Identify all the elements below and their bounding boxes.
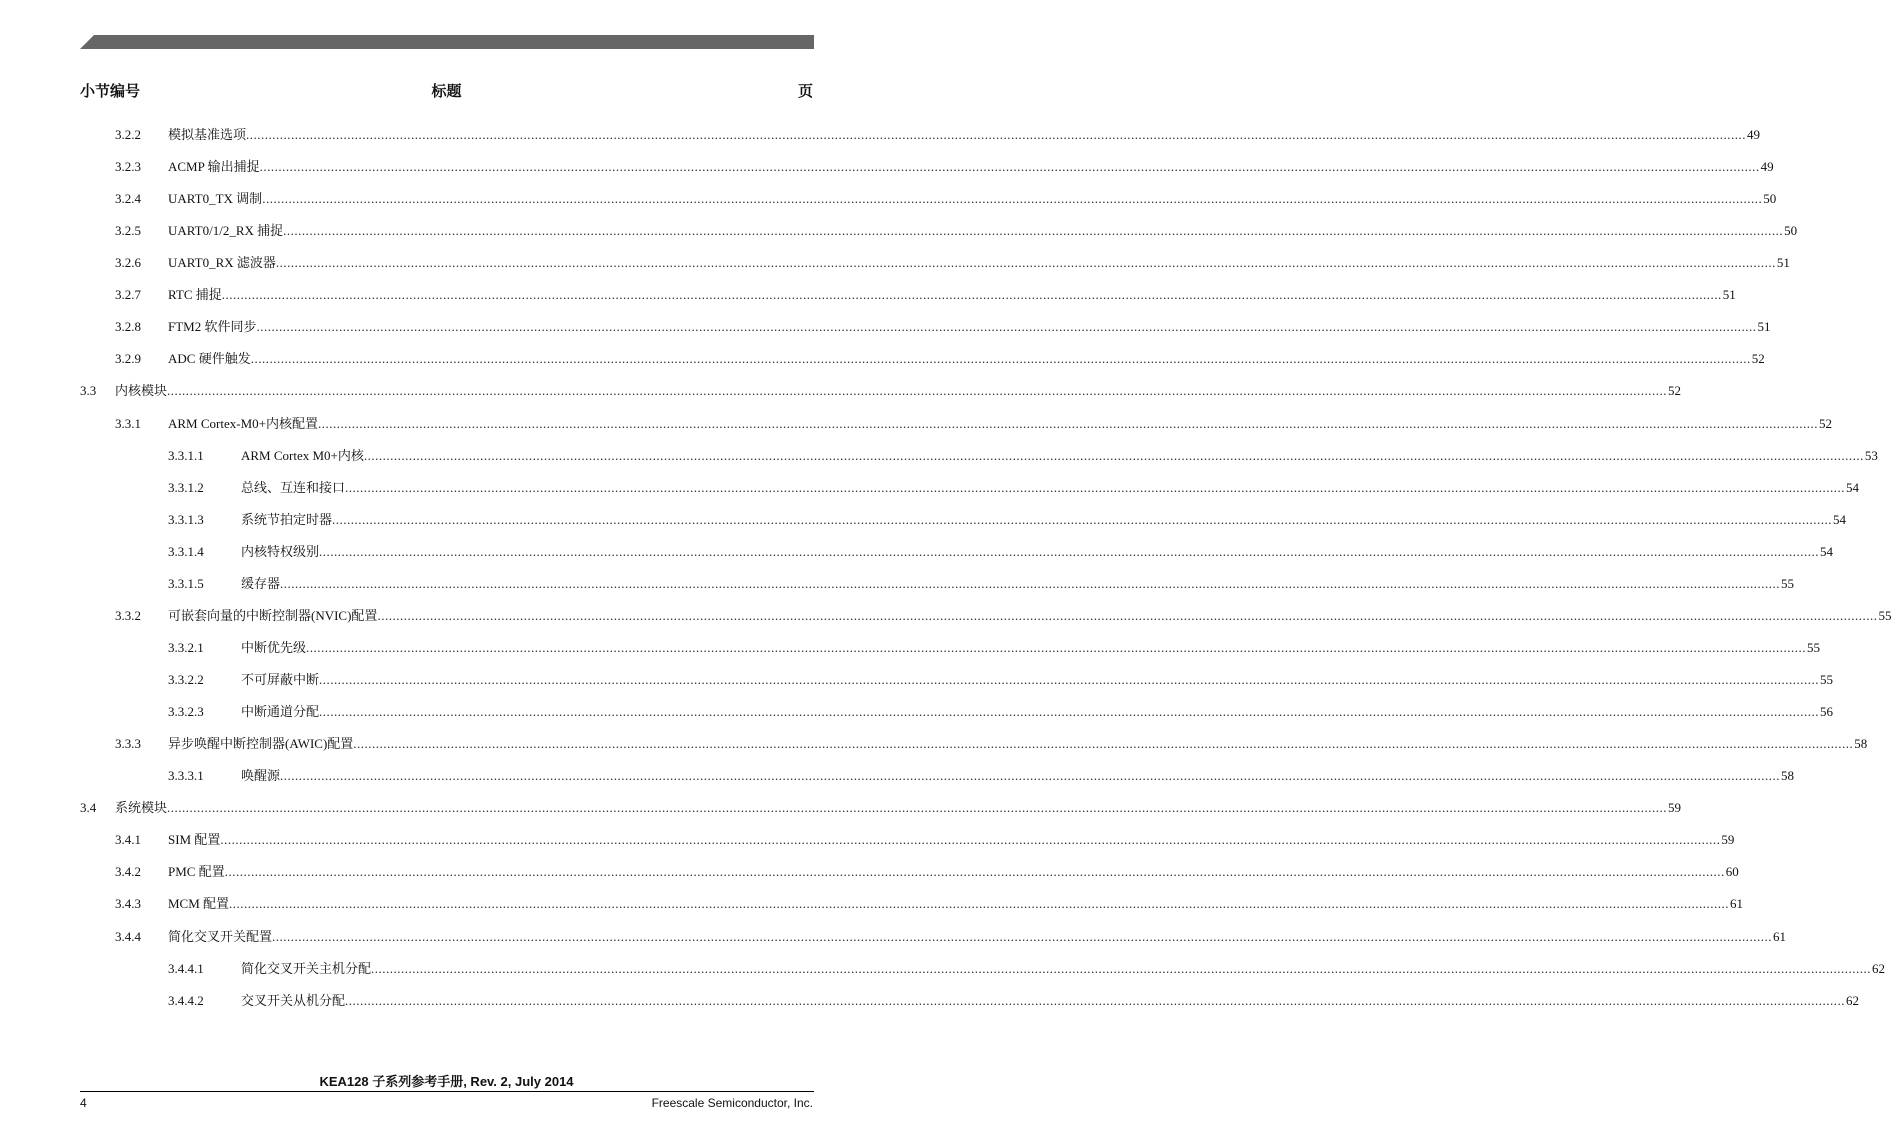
toc-entry-page[interactable]: 50 bbox=[1763, 191, 1777, 207]
toc-entry[interactable] bbox=[0, 222, 1798, 240]
toc-entry[interactable] bbox=[0, 543, 1834, 561]
toc-entry[interactable] bbox=[0, 607, 1891, 625]
toc-entry[interactable] bbox=[0, 479, 1860, 497]
toc-dot-leader: ................................................................................................................................................................................................................................................................................................................................................................................................................ bbox=[332, 511, 1833, 527]
toc-dot-leader: ................................................................................................................................................................................................................................................................................................................................................................................................................ bbox=[256, 319, 1757, 335]
toc-entry-page[interactable]: 51 bbox=[1776, 255, 1790, 271]
toc-entry-title[interactable]: 异步唤醒中断控制器(AWIC)配置 bbox=[168, 736, 354, 752]
toc-dot-leader: ................................................................................................................................................................................................................................................................................................................................................................................................................ bbox=[319, 543, 1820, 559]
toc-dot-leader: ................................................................................................................................................................................................................................................................................................................................................................................................................ bbox=[345, 992, 1846, 1008]
toc-entry[interactable] bbox=[0, 799, 1682, 817]
top-banner-bar bbox=[80, 35, 814, 49]
toc-entry-page[interactable]: 54 bbox=[1846, 479, 1860, 495]
toc-entry-number: 3.2.7 bbox=[115, 287, 141, 303]
toc-entry-title[interactable]: UART0/1/2_RX 捕捉 bbox=[168, 223, 284, 239]
toc-entry-page[interactable]: 49 bbox=[1747, 127, 1761, 142]
toc-entry-page[interactable]: 51 bbox=[1757, 319, 1771, 335]
page-column-header: 页 bbox=[797, 82, 813, 100]
toc-entry-title[interactable]: ADC 硬件触发 bbox=[168, 351, 251, 367]
toc-entry[interactable] bbox=[0, 928, 1787, 946]
toc-entry-number: 3.2.9 bbox=[115, 351, 141, 367]
toc-entry-page[interactable]: 54 bbox=[1820, 543, 1834, 559]
toc-entry-page[interactable]: 61 bbox=[1773, 928, 1787, 944]
toc-entry-page[interactable]: 62 bbox=[1846, 992, 1860, 1008]
toc-entry[interactable] bbox=[0, 575, 1795, 593]
toc-entry-page[interactable]: 53 bbox=[1864, 447, 1878, 463]
toc-entry-title[interactable]: 中断优先级 bbox=[241, 639, 307, 655]
toc-dot-leader: ................................................................................................................................................................................................................................................................................................................................................................................................................ bbox=[345, 479, 1846, 495]
toc-entry[interactable] bbox=[0, 254, 1790, 272]
toc-dot-leader: ................................................................................................................................................................................................................................................................................................................................................................................................................ bbox=[317, 415, 1818, 431]
top-banner-shape bbox=[80, 35, 814, 49]
toc-entry-title[interactable]: 系统模块 bbox=[115, 800, 168, 816]
toc-entry-number: 3.4.4 bbox=[115, 928, 141, 944]
toc-entry-number: 3.2.4 bbox=[115, 191, 141, 207]
toc-entry-number: 3.2.2 bbox=[115, 127, 141, 142]
toc-entry-number: 3.3.1 bbox=[115, 415, 141, 431]
toc-entry-number: 3.3.1.1 bbox=[168, 447, 204, 463]
toc-entry[interactable] bbox=[0, 703, 1834, 721]
toc-entry-number: 3.3.2 bbox=[115, 607, 141, 623]
toc-entry-page[interactable]: 59 bbox=[1668, 800, 1682, 816]
toc-entry-page[interactable]: 50 bbox=[1784, 223, 1798, 239]
toc-entry-page[interactable]: 61 bbox=[1730, 896, 1744, 912]
toc-entry-number: 3.2.8 bbox=[115, 319, 141, 335]
toc-entry[interactable] bbox=[0, 126, 1761, 144]
toc-dot-leader: ................................................................................................................................................................................................................................................................................................................................................................................................................ bbox=[280, 575, 1781, 591]
toc-entry-title[interactable]: 内核模块 bbox=[115, 383, 168, 399]
footer-divider bbox=[80, 1091, 814, 1092]
toc-entry-title[interactable]: 不可屏蔽中断 bbox=[241, 672, 320, 688]
toc-dot-leader: ................................................................................................................................................................................................................................................................................................................................................................................................................ bbox=[283, 223, 1784, 239]
toc-entry-title[interactable]: ARM Cortex-M0+内核配置 bbox=[168, 415, 318, 431]
toc-entry-title[interactable]: ARM Cortex M0+内核 bbox=[241, 447, 364, 463]
toc-entry-page[interactable]: 62 bbox=[1872, 960, 1886, 976]
toc-entry[interactable] bbox=[0, 735, 1868, 753]
toc-entry-page[interactable]: 60 bbox=[1725, 864, 1739, 880]
toc-dot-leader: ................................................................................................................................................................................................................................................................................................................................................................................................................ bbox=[280, 768, 1781, 784]
toc-entry-page[interactable]: 51 bbox=[1722, 287, 1736, 303]
toc-entry-page[interactable]: 52 bbox=[1818, 415, 1832, 431]
toc-dot-leader: ................................................................................................................................................................................................................................................................................................................................................................................................................ bbox=[319, 672, 1820, 688]
toc-entry-title[interactable]: ACMP 输出捕捉 bbox=[168, 159, 260, 175]
toc-dot-leader: ................................................................................................................................................................................................................................................................................................................................................................................................................ bbox=[353, 736, 1854, 752]
toc-entry[interactable] bbox=[0, 960, 1886, 978]
toc-dot-leader: ................................................................................................................................................................................................................................................................................................................................................................................................................ bbox=[167, 383, 1668, 399]
toc-entry-number: 3.4.1 bbox=[115, 832, 141, 848]
toc-entry-number: 3.3.1.2 bbox=[168, 479, 204, 495]
toc-entry-title[interactable]: MCM 配置 bbox=[168, 896, 230, 912]
toc-entry-page[interactable]: 58 bbox=[1854, 736, 1868, 752]
toc-dot-leader: ................................................................................................................................................................................................................................................................................................................................................................................................................ bbox=[363, 447, 1864, 463]
toc-dot-leader: ................................................................................................................................................................................................................................................................................................................................................................................................................ bbox=[250, 351, 1751, 367]
toc-entry-page[interactable]: 59 bbox=[1721, 832, 1735, 848]
toc-entry-page[interactable]: 58 bbox=[1781, 768, 1795, 784]
toc-entry-number: 3.3.2.3 bbox=[168, 704, 204, 720]
toc-entry-title[interactable]: 简化交叉开关主机分配 bbox=[241, 960, 372, 976]
toc-entry-title[interactable]: SIM 配置 bbox=[168, 832, 221, 848]
toc-entry-title[interactable]: FTM2 软件同步 bbox=[168, 319, 257, 335]
toc-entry[interactable] bbox=[0, 190, 1777, 208]
section-number-column-header: 小节编号 bbox=[80, 82, 141, 100]
toc-entry-number: 3.2.3 bbox=[115, 159, 141, 175]
toc-entry-page[interactable]: 52 bbox=[1751, 351, 1765, 367]
toc-entry-title[interactable]: 可嵌套向量的中断控制器(NVIC)配置 bbox=[168, 607, 378, 623]
toc-entry-number: 3.4.2 bbox=[115, 864, 141, 880]
toc-entry-page[interactable]: 55 bbox=[1781, 575, 1795, 591]
toc-entry-title[interactable]: 模拟基准选项 bbox=[168, 127, 247, 142]
toc-entry-title[interactable]: 交叉开关从机分配 bbox=[241, 992, 346, 1008]
toc-dot-leader: ................................................................................................................................................................................................................................................................................................................................................................................................................ bbox=[259, 159, 1760, 175]
toc-entry-page[interactable]: 55 bbox=[1807, 639, 1821, 655]
toc-entry-number: 3.3.3.1 bbox=[168, 768, 204, 784]
toc-entry[interactable] bbox=[0, 831, 1735, 849]
toc-entry[interactable] bbox=[0, 286, 1736, 304]
toc-dot-leader: ................................................................................................................................................................................................................................................................................................................................................................................................................ bbox=[275, 255, 1776, 271]
toc-entry-number: 3.3 bbox=[80, 383, 97, 399]
toc-entry-title[interactable]: 唤醒源 bbox=[241, 768, 281, 784]
toc-entry[interactable] bbox=[0, 895, 1744, 913]
toc-dot-leader: ................................................................................................................................................................................................................................................................................................................................................................................................................ bbox=[272, 928, 1773, 944]
toc-dot-leader: ................................................................................................................................................................................................................................................................................................................................................................................................................ bbox=[167, 800, 1668, 816]
toc-entry[interactable] bbox=[0, 318, 1771, 336]
toc-entry[interactable] bbox=[0, 639, 1821, 657]
toc-entry[interactable] bbox=[0, 415, 1832, 433]
toc-entry-title[interactable]: 缓存器 bbox=[241, 575, 281, 591]
toc-entry-number: 3.3.1.4 bbox=[168, 543, 204, 559]
toc-entry[interactable] bbox=[0, 447, 1878, 465]
toc-entry[interactable] bbox=[0, 992, 1860, 1010]
toc-entry[interactable] bbox=[0, 511, 1847, 529]
toc-dot-leader: ................................................................................................................................................................................................................................................................................................................................................................................................................ bbox=[306, 639, 1807, 655]
toc-entry-page[interactable]: 56 bbox=[1820, 704, 1834, 720]
toc-entry-number: 3.3.2.1 bbox=[168, 639, 204, 655]
toc-entry-number: 3.4.4.2 bbox=[168, 992, 204, 1008]
toc-dot-leader: ................................................................................................................................................................................................................................................................................................................................................................................................................ bbox=[371, 960, 1872, 976]
toc-dot-leader: ................................................................................................................................................................................................................................................................................................................................................................................................................ bbox=[220, 832, 1721, 848]
toc-entry-number: 3.3.1.5 bbox=[168, 575, 204, 591]
toc-entry-title[interactable]: 中断通道分配 bbox=[241, 704, 320, 720]
toc-entry-number: 3.4.3 bbox=[115, 896, 141, 912]
toc-dot-leader: ................................................................................................................................................................................................................................................................................................................................................................................................................ bbox=[221, 287, 1722, 303]
toc-entry-title[interactable]: UART0_RX 滤波器 bbox=[168, 255, 276, 271]
toc-entry[interactable] bbox=[0, 382, 1682, 400]
toc-entry[interactable] bbox=[0, 350, 1765, 368]
toc-dot-leader: ................................................................................................................................................................................................................................................................................................................................................................................................................ bbox=[319, 704, 1820, 720]
toc-entry-title[interactable]: PMC 配置 bbox=[168, 864, 225, 880]
title-column-header: 标题 bbox=[431, 82, 462, 100]
toc-entry-page[interactable]: 55 bbox=[1820, 672, 1834, 688]
footer-page-number: 4 bbox=[80, 1096, 87, 1110]
footer-company: Freescale Semiconductor, Inc. bbox=[651, 1096, 813, 1110]
toc-entry[interactable] bbox=[0, 767, 1795, 785]
toc-entry-number: 3.2.6 bbox=[115, 255, 141, 271]
toc-entry-number: 3.3.3 bbox=[115, 736, 141, 752]
toc-entry-number: 3.3.2.2 bbox=[168, 672, 204, 688]
toc-entry-page[interactable]: 54 bbox=[1833, 511, 1847, 527]
toc-entry-number: 3.4.4.1 bbox=[168, 960, 204, 976]
toc-dot-leader: ................................................................................................................................................................................................................................................................................................................................................................................................................ bbox=[377, 607, 1878, 623]
toc-entry-number: 3.4 bbox=[80, 800, 97, 816]
toc-dot-leader: ................................................................................................................................................................................................................................................................................................................................................................................................................ bbox=[246, 127, 1747, 142]
toc-entry-number: 3.2.5 bbox=[115, 223, 141, 239]
toc-entry-page[interactable]: 52 bbox=[1668, 383, 1682, 399]
toc-entry-title[interactable]: 系统节拍定时器 bbox=[241, 511, 333, 527]
toc-entry[interactable] bbox=[0, 671, 1834, 689]
toc-entry[interactable] bbox=[0, 863, 1739, 881]
toc-entry-title[interactable]: 内核特权级别 bbox=[241, 543, 320, 559]
toc-entry-number: 3.3.1.3 bbox=[168, 511, 204, 527]
toc-dot-leader: ................................................................................................................................................................................................................................................................................................................................................................................................................ bbox=[262, 191, 1763, 207]
toc-entry[interactable] bbox=[0, 158, 1774, 176]
toc-entry-title[interactable]: 总线、互连和接口 bbox=[241, 479, 346, 495]
toc-entry-title[interactable]: 简化交叉开关配置 bbox=[168, 928, 273, 944]
toc-entry-title[interactable]: UART0_TX 调制 bbox=[168, 191, 263, 207]
footer-document-title: KEA128 子系列参考手册, Rev. 2, July 2014 bbox=[319, 1074, 574, 1089]
toc-entry-page[interactable]: 49 bbox=[1760, 159, 1774, 175]
toc-dot-leader: ................................................................................................................................................................................................................................................................................................................................................................................................................ bbox=[229, 896, 1730, 912]
toc-dot-leader: ................................................................................................................................................................................................................................................................................................................................................................................................................ bbox=[224, 864, 1725, 880]
toc-entry-page[interactable]: 55 bbox=[1878, 607, 1891, 623]
toc-entry-title[interactable]: RTC 捕捉 bbox=[168, 287, 222, 303]
